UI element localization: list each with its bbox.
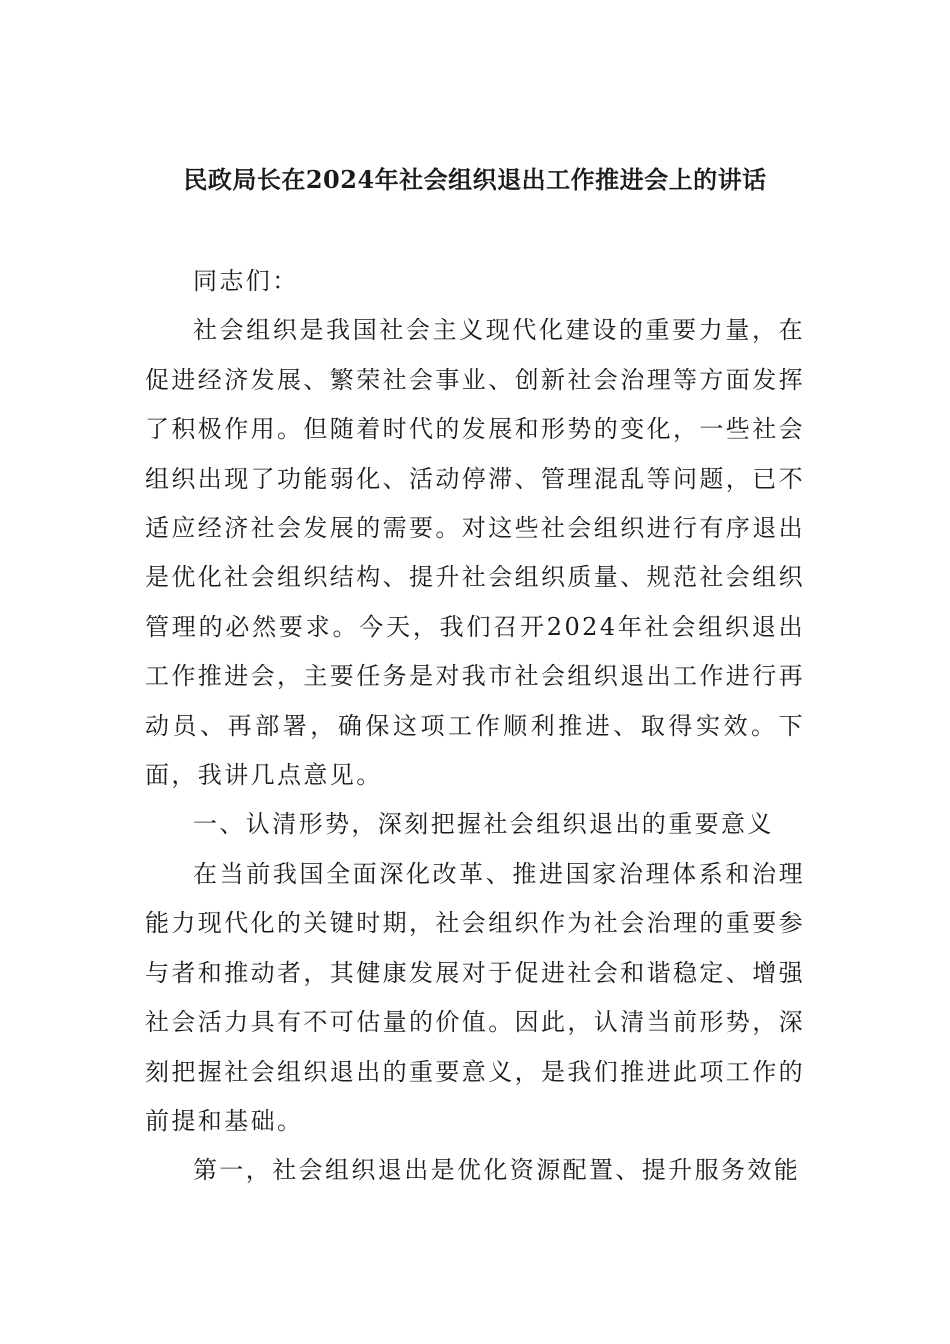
intro-paragraph: 社会组织是我国社会主义现代化建设的重要力量，在促进经济发展、繁荣社会事业、创新社会治理等方面发挥了积极作用。但随着时代的发展和形势的变化，一些社会组织出现了功能弱化、活动停滞、管理混乱等问题，已不适应经济社会发展的需要。对这些社会组织进行有序退出是优化社会组织结构、提升社会组织质量、规范社会组织管理的必然要求。今天，我们召开2024年社会组织退出工作推进会，主要任务是对我市社会组织退出工作进行再动员、再部署，确保这项工作顺利推进、取得实效。下面，我讲几点意见。: [145, 316, 805, 790]
salutation: 同志们：: [193, 267, 299, 295]
section-heading: 一、认清形势，深刻把握社会组织退出的重要意义: [193, 810, 774, 839]
section-paragraph: 在当前我国全面深化改革、推进国家治理体系和治理能力现代化的关键时期，社会组织作为社会治理的重要参与者和推动者，其健康发展对于促进社会和谐稳定、增强社会活力具有不可估量的价值。因此，认清当前形势，深刻把握社会组织退出的重要意义，是我们推进此项工作的前提和基础。: [145, 859, 805, 1135]
document-body: [145, 257, 805, 1196]
point-paragraph: 第一，社会组织退出是优化资源配置、提升服务效能: [193, 1156, 801, 1185]
document-title: 民政局长在2024年社会组织退出工作推进会上的讲话: [183, 165, 767, 194]
